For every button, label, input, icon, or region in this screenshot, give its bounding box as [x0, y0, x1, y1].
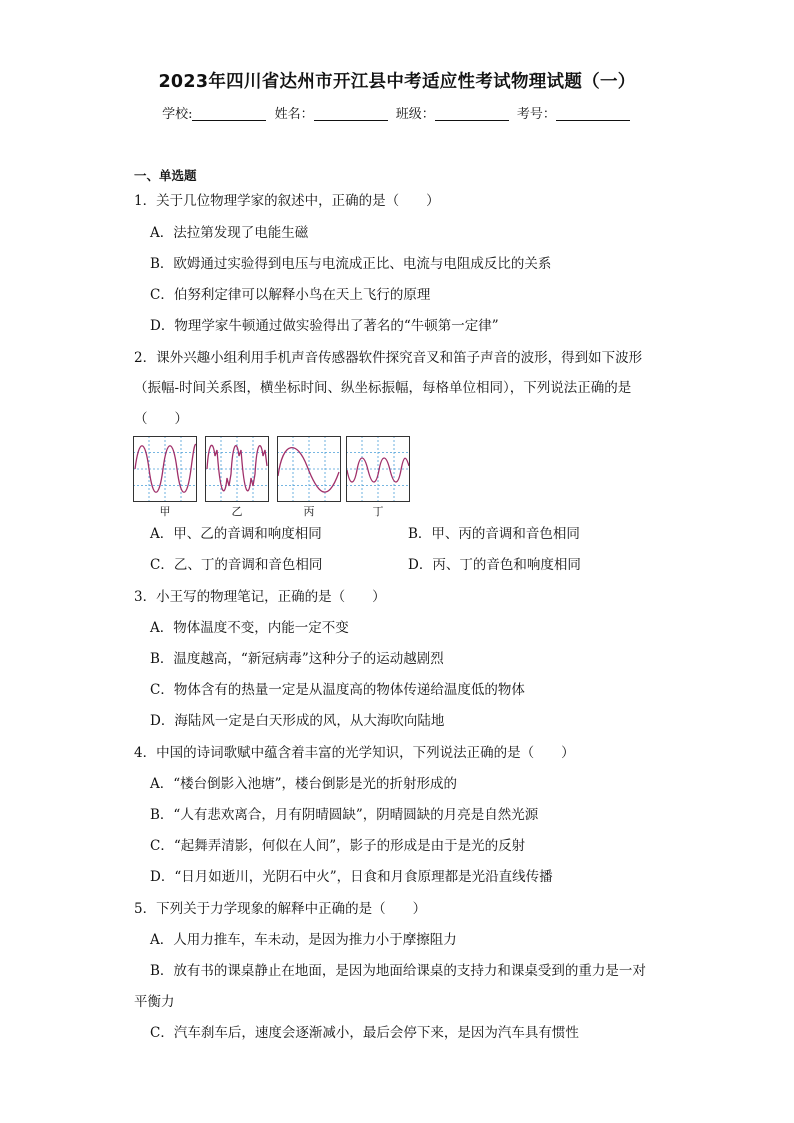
question-1-option-b: B．欧姆通过实验得到电压与电流成正比、电流与电阻成反比的关系	[150, 256, 552, 272]
question-3-option-b: B．温度越高，“新冠病毒”这种分子的运动越剧烈	[150, 651, 444, 667]
question-4-option-a: A．“楼台倒影入池塘”，楼台倒影是光的折射形成的	[150, 776, 458, 792]
exam-number-blank[interactable]	[556, 106, 630, 121]
question-3-option-d: D．海陆风一定是白天形成的风，从大海吹向陆地	[150, 713, 445, 729]
question-2-option-a: A．甲、乙的音调和响度相同	[150, 526, 322, 542]
question-3-stem: 3．小王写的物理笔记，正确的是（ ）	[134, 589, 386, 605]
waveform-yi	[205, 436, 269, 502]
question-5-stem: 5．下列关于力学现象的解释中正确的是（ ）	[134, 901, 427, 917]
question-3-option-a: A．物体温度不变，内能一定不变	[150, 620, 349, 636]
question-1-option-c: C．伯努利定律可以解释小鸟在天上飞行的原理	[150, 287, 431, 303]
waveform-bing	[277, 436, 341, 502]
question-2-option-d: D．丙、丁的音色和响度相同	[408, 557, 581, 573]
question-3-option-c: C．物体含有的热量一定是从温度高的物体传递给温度低的物体	[150, 682, 525, 698]
question-4-option-b: B．“人有悲欢离合，月有阴晴圆缺”，阴晴圆缺的月亮是自然光源	[150, 807, 539, 823]
figure-label-ding: 丁	[372, 505, 384, 518]
question-5-option-b-continued: 平衡力	[134, 994, 175, 1010]
question-5-option-c: C．汽车刹车后，速度会逐渐减小，最后会停下来，是因为汽车具有惯性	[150, 1025, 579, 1041]
question-4-option-c: C．“起舞弄清影，何似在人间”，影子的形成是由于是光的反射	[150, 838, 526, 854]
question-2-option-c: C．乙、丁的音调和音色相同	[150, 557, 323, 573]
name-label: 姓名：	[274, 107, 314, 122]
question-4-stem: 4．中国的诗词歌赋中蕴含着丰富的光学知识，下列说法正确的是（ ）	[134, 745, 575, 761]
question-5-option-a: A．人用力推车，车未动，是因为推力小于摩擦阻力	[150, 932, 457, 948]
class-label: 班级：	[395, 107, 435, 122]
section-heading: 一、单选题	[134, 168, 197, 183]
question-2-stem-line-3: （ ）	[134, 411, 188, 427]
figure-label-jia: 甲	[159, 505, 171, 518]
name-blank[interactable]	[314, 106, 388, 121]
question-4-option-d: D．“日月如逝川，光阴石中火”，日食和月食原理都是光沿直线传播	[150, 869, 553, 885]
class-blank[interactable]	[435, 106, 509, 121]
question-2-stem-line-2: （振幅-时间关系图，横坐标时间、纵坐标振幅，每格单位相同），下列说法正确的是	[134, 380, 632, 396]
question-5-option-b: B．放有书的课桌静止在地面，是因为地面给课桌的支持力和课桌受到的重力是一对	[150, 963, 646, 979]
question-2-stem: 2．课外兴趣小组利用手机声音传感器软件探究音叉和笛子声音的波形，得到如下波形	[134, 350, 643, 366]
exam-number-label: 考号：	[516, 107, 556, 122]
school-blank[interactable]	[192, 106, 266, 121]
question-1-stem: 1．关于几位物理学家的叙述中，正确的是（ ）	[134, 193, 440, 209]
school-label: 学校:	[162, 107, 193, 122]
figure-label-bing: 丙	[303, 505, 315, 518]
waveform-jia	[133, 436, 197, 502]
waveform-ding	[346, 436, 410, 502]
figure-label-yi: 乙	[231, 505, 243, 518]
exam-title: 2023年四川省达州市开江县中考适应性考试物理试题（一）	[158, 72, 636, 92]
question-1-option-a: A．法拉第发现了电能生磁	[150, 225, 309, 241]
waveform-figures	[133, 436, 413, 520]
question-2-option-b: B．甲、丙的音调和音色相同	[408, 526, 580, 542]
question-1-option-d: D．物理学家牛顿通过做实验得出了著名的“牛顿第一定律”	[150, 318, 499, 334]
student-info-line	[0, 103, 794, 122]
